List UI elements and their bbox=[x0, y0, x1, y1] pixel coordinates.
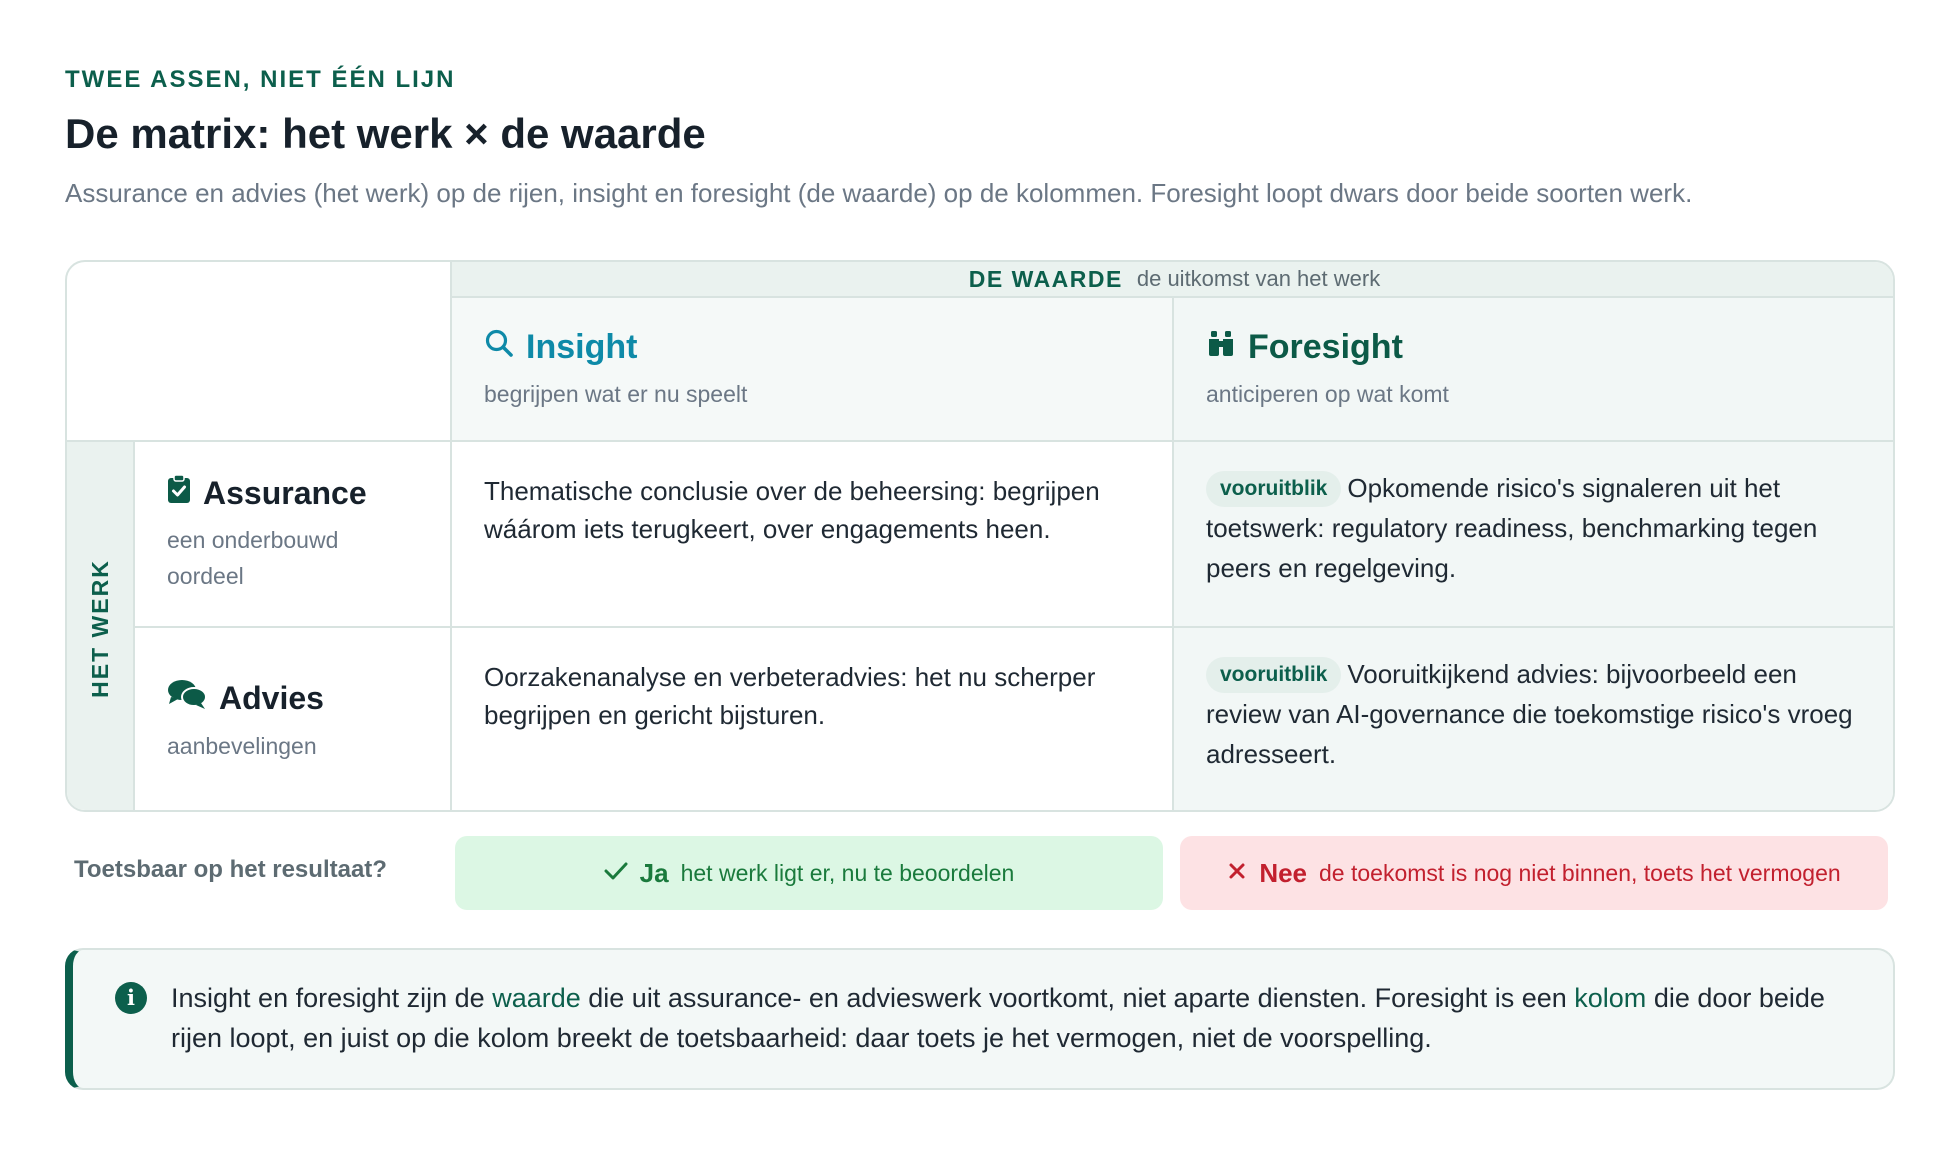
row-axis-label: HET WERK bbox=[86, 558, 113, 698]
yes-text: het werk ligt er, nu te beoordelen bbox=[680, 859, 1015, 886]
cell-advies-insight: Oorzakenanalyse en verbeteradvies: het nu scherper begrijpen en gericht bijsturen. bbox=[450, 628, 1172, 812]
no-key: Nee bbox=[1259, 857, 1308, 888]
column-subtitle: anticiperen op wat komt bbox=[1206, 381, 1449, 407]
row-name: Assurance bbox=[203, 474, 367, 511]
column-axis-header bbox=[450, 262, 1895, 298]
matrix-corner bbox=[67, 262, 450, 442]
note-text: Insight en foresight zijn de bbox=[171, 983, 493, 1013]
column-subtitle: begrijpen wat er nu speelt bbox=[484, 381, 748, 407]
page-subtitle: Assurance en advies (het werk) op de rijen, insight en foresight (de waarde) op de kolommen. Foresight loopt dwars door beide soorten werk. bbox=[65, 178, 1693, 208]
testability-label: Toetsbaar op het resultaat? bbox=[74, 856, 387, 883]
eyebrow: TWEE ASSEN, NIET ÉÉN LIJN bbox=[65, 66, 456, 93]
testability-row bbox=[65, 836, 1895, 910]
value-work-matrix bbox=[65, 260, 1895, 812]
column-axis-description: de uitkomst van het werk bbox=[1136, 266, 1381, 291]
note-text: die uit assurance- en advieswerk voortkomt, niet aparte diensten. Foresight is een bbox=[580, 983, 1575, 1013]
check-icon bbox=[604, 861, 628, 886]
column-name: Insight bbox=[526, 328, 638, 366]
vooruitblik-tag: vooruitblik bbox=[1206, 471, 1341, 507]
clipboard-check-icon bbox=[167, 474, 191, 512]
cell-advies-foresight bbox=[1172, 628, 1895, 812]
column-axis-label: DE WAARDE bbox=[968, 265, 1123, 292]
testability-no-badge bbox=[1180, 836, 1888, 910]
row-header-advies bbox=[135, 628, 450, 812]
comments-icon bbox=[167, 678, 207, 718]
testability-yes-badge bbox=[455, 836, 1163, 910]
search-icon bbox=[484, 328, 514, 367]
info-icon: i bbox=[115, 982, 147, 1014]
row-subtitle: een onderbouwd oordeel bbox=[167, 527, 339, 589]
note-highlight: waarde bbox=[492, 983, 581, 1013]
binoculars-icon bbox=[1206, 328, 1236, 367]
info-callout bbox=[65, 948, 1895, 1090]
note-highlight: kolom bbox=[1574, 983, 1647, 1013]
note-text: die door beide rijen loopt, en juist op die kolom breekt de toetsbaarheid: daar toets je het vermogen, niet de voorspelling. bbox=[171, 983, 1825, 1053]
column-header-foresight bbox=[1172, 298, 1895, 442]
cell-text: Vooruitkijkend advies: bijvoorbeeld een review van AI-governance die toekomstige risico's vroeg adresseert. bbox=[1206, 659, 1853, 769]
yes-key: Ja bbox=[639, 857, 669, 888]
column-header-insight bbox=[450, 298, 1172, 442]
vooruitblik-tag: vooruitblik bbox=[1206, 657, 1341, 693]
row-header-assurance bbox=[135, 442, 450, 628]
cell-text: Opkomende risico's signaleren uit het toetswerk: regulatory readiness, benchmarking tegen peers en regelgeving. bbox=[1206, 473, 1818, 583]
row-axis-header bbox=[67, 442, 135, 812]
cell-assurance-foresight bbox=[1172, 442, 1895, 628]
row-name: Advies bbox=[219, 679, 324, 716]
page-title: De matrix: het werk × de waarde bbox=[65, 110, 706, 157]
cell-assurance-insight: Thematische conclusie over de beheersing: begrijpen wáárom iets terugkeert, over engagements heen. bbox=[450, 442, 1172, 628]
row-subtitle: aanbevelingen bbox=[167, 733, 317, 759]
column-name: Foresight bbox=[1248, 328, 1403, 366]
no-text: de toekomst is nog niet binnen, toets het vermogen bbox=[1319, 859, 1841, 886]
cross-icon bbox=[1227, 861, 1247, 886]
